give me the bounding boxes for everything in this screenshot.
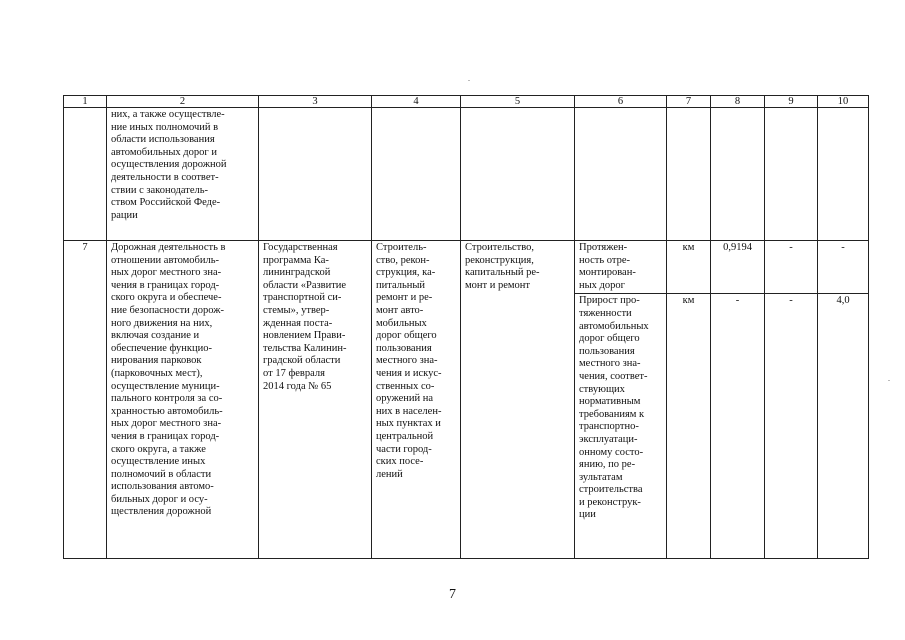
continuation-text: них, а также осуществле- ние иных полномочий в области использования автомобильных дорог и осуществления дорожной деятельности в соответ- ствии с законодатель- ством Российской Феде- рации (107, 108, 259, 241)
table-row (64, 241, 869, 294)
page-number: 7 (449, 587, 456, 602)
header-cell: 3 (259, 96, 372, 108)
header-cell: 9 (765, 96, 818, 108)
header-cell: 7 (667, 96, 711, 108)
indicator-unit: км (667, 294, 711, 559)
indicator-value: 0,9194 (711, 241, 765, 294)
indicator-value: - (711, 294, 765, 559)
indicator-name: Протяжен- ность отре- монтирован- ных дорог (575, 241, 667, 294)
header-cell: 10 (818, 96, 869, 108)
column-numbers-row (64, 96, 869, 108)
activity-description: Дорожная деятельность в отношении автомобиль- ных дорог местного зна- чения в границах город- ского округа и обеспече- ние безопасности дорож- ного движения на них, включая создание и обеспечение функцио- нирования парковок (парковочных мест), осуществление муници- пального контроля за со- хранностью автомобиль- ных дорог местного зна- чения в границах город- ского округа, а также осуществление иных полномочий в области использования автомо- бильных дорог и осу- ществления дорожной (107, 241, 259, 559)
indicator-value: 4,0 (818, 294, 869, 559)
scan-speck (468, 80, 470, 81)
continuation-row (64, 108, 869, 241)
header-cell: 5 (461, 96, 575, 108)
indicator-unit: км (667, 241, 711, 294)
header-cell: 6 (575, 96, 667, 108)
scan-speck (888, 380, 890, 381)
indicator-value: - (765, 294, 818, 559)
header-cell: 1 (64, 96, 107, 108)
event-description: Строитель- ство, рекон- струкция, ка- питальный ремонт и ре- монт авто- мобильных дорог общего пользования местного зна- чения и искус- ственных со- оружений на них в населен- ных пунктах и центральной части город- ских посе- лений (372, 241, 461, 559)
program-table (63, 95, 869, 559)
header-cell: 2 (107, 96, 259, 108)
indicator-value: - (765, 241, 818, 294)
program-name: Государственная программа Ка- лининградской области «Развитие транспортной си- стемы», утвер- жденная поста- новлением Прави- тельства Калинин- градской области от 17 февраля 2014 года № 65 (259, 241, 372, 559)
indicator-value: - (818, 241, 869, 294)
event-type: Строительство, реконструкция, капитальный ре- монт и ремонт (461, 241, 575, 559)
row-number: 7 (64, 241, 107, 559)
indicator-name: Прирост про- тяженности автомобильных дорог общего пользования местного зна- чения, соответ- ствующих нормативным требованиям к транспортно- эксплуатаци- онному состо- янию, по ре- зультатам строительства и реконструк- ции (575, 294, 667, 559)
header-cell: 8 (711, 96, 765, 108)
header-cell: 4 (372, 96, 461, 108)
